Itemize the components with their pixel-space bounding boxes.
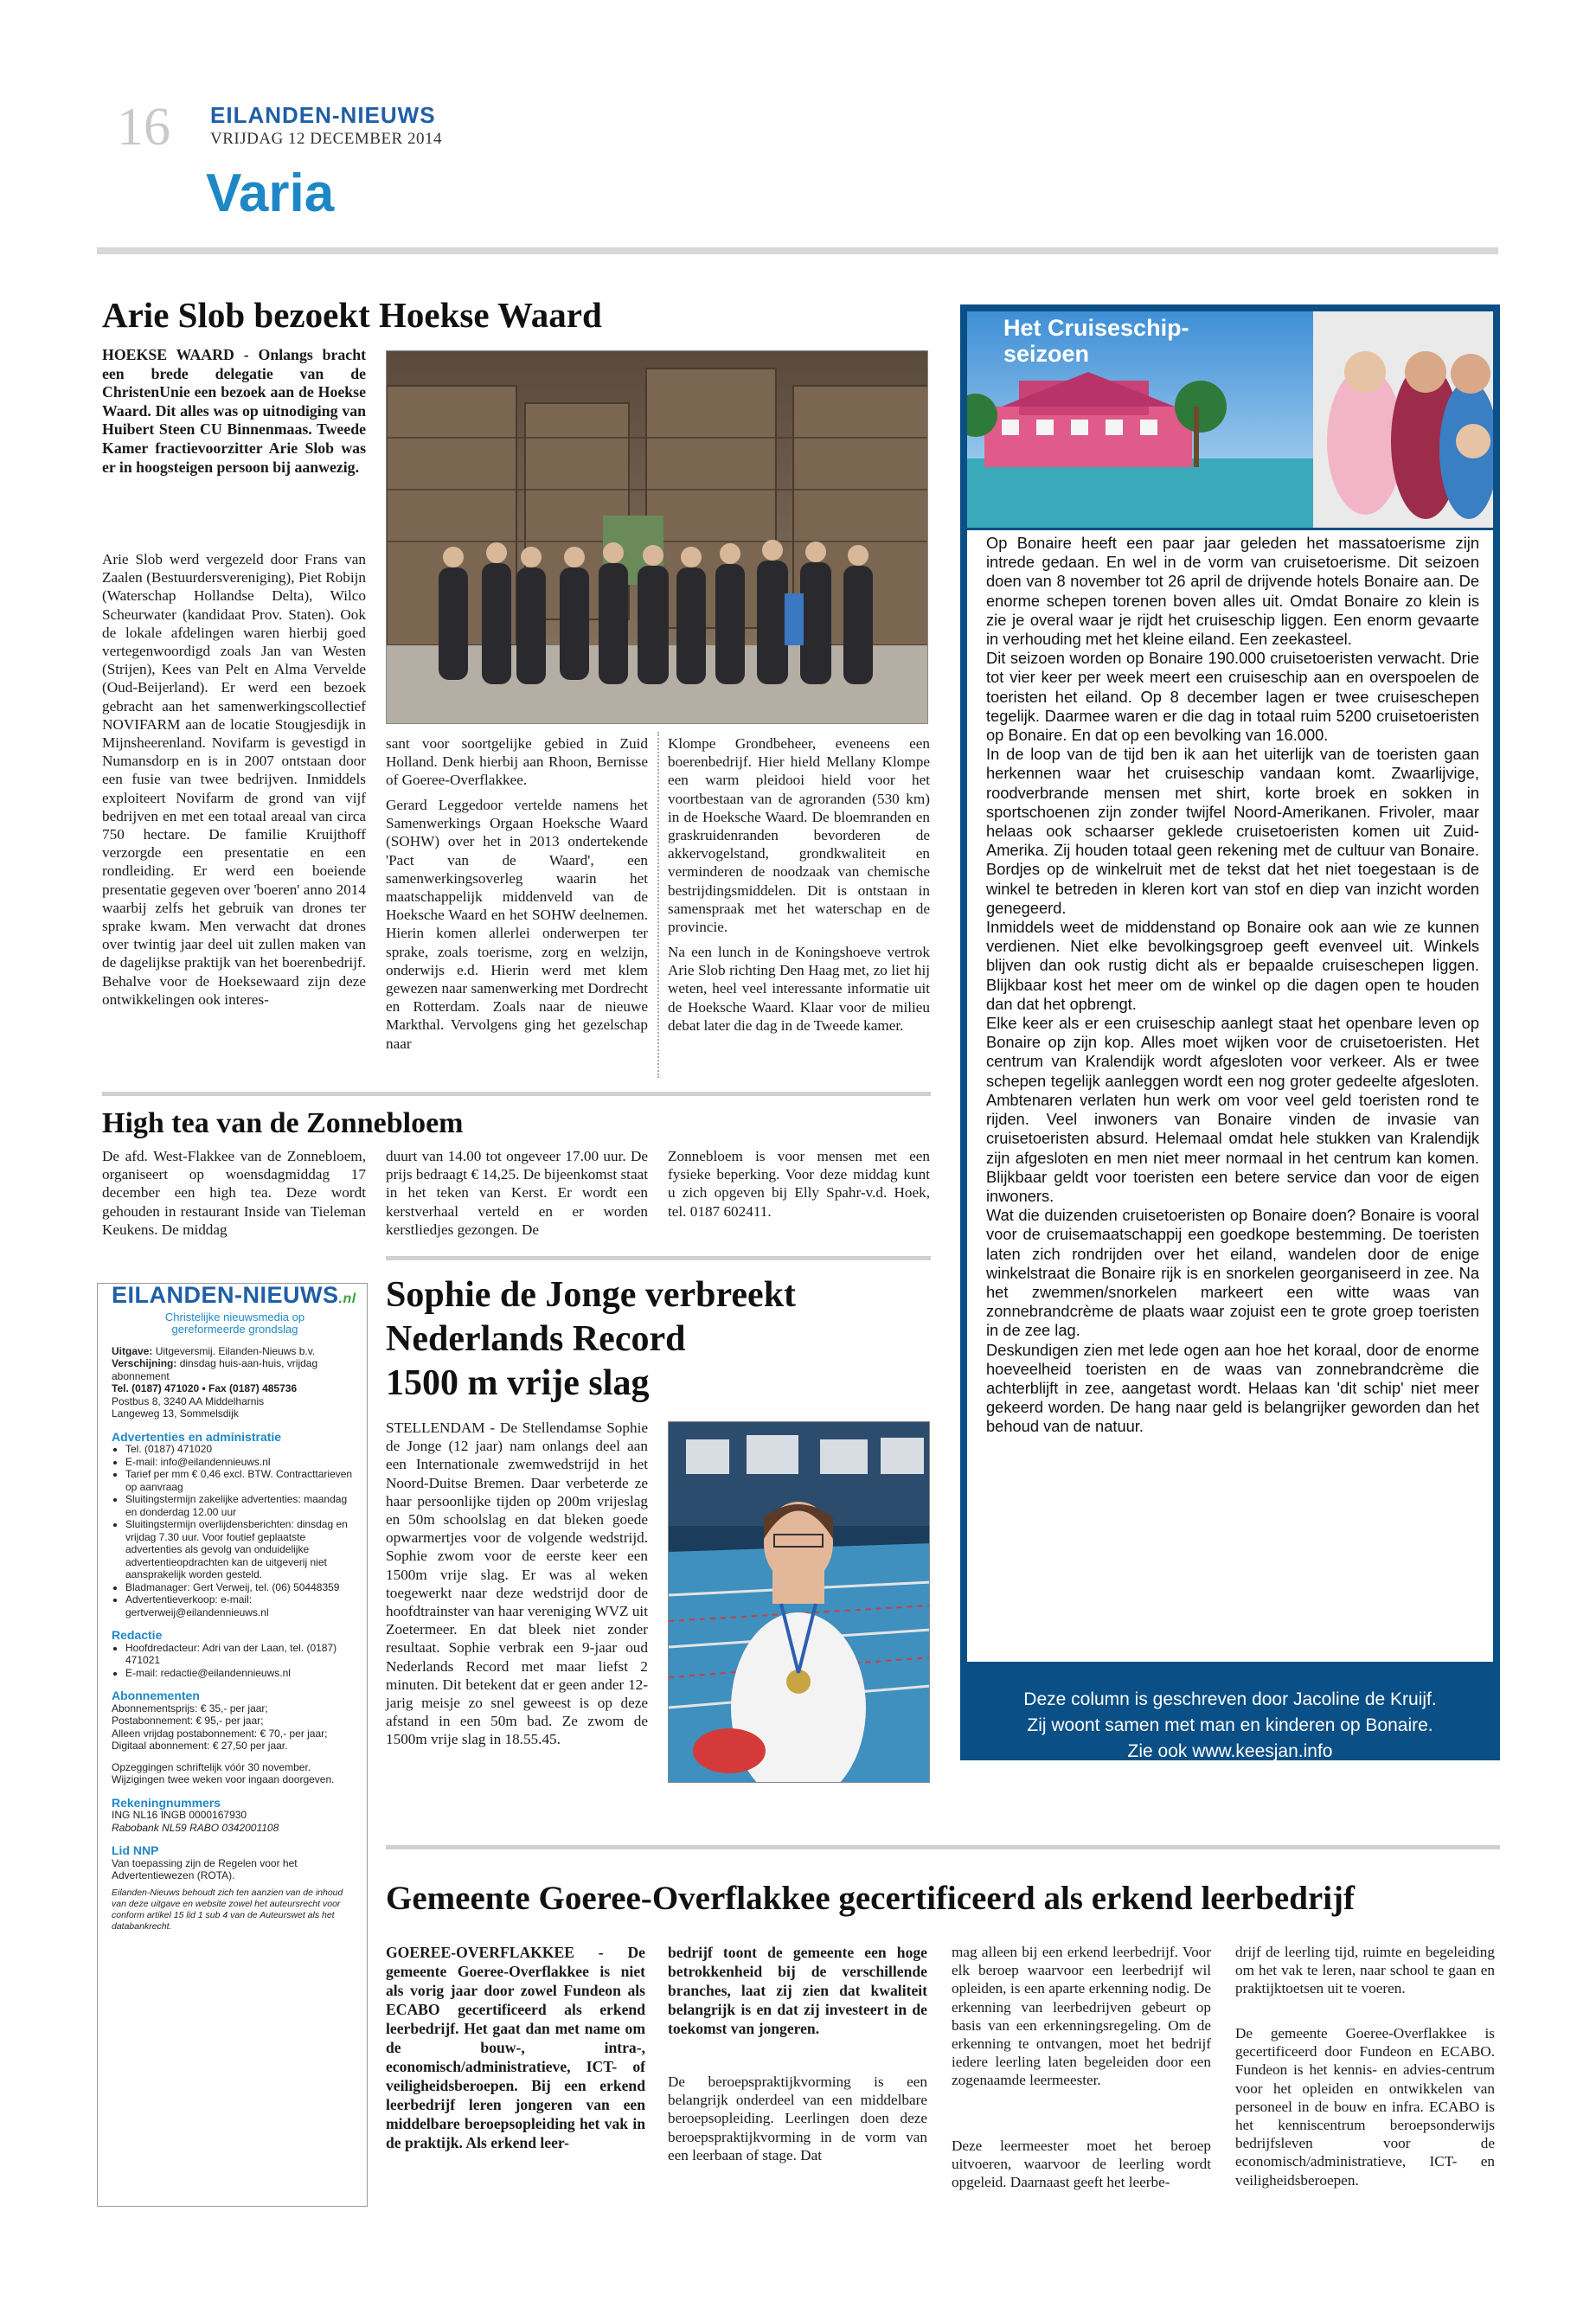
colophon-adv-item: • Tarief per mm € 0,46 excl. BTW. Contracttarieven op aanvraag [125, 1468, 358, 1493]
issue-date: VRIJDAG 12 DECEMBER 2014 [210, 130, 442, 148]
colophon-abo-note: Opzeggingen schriftelijk vóór 30 november. Wijzigingen twee weken voor ingaan doorgeven. [112, 1760, 335, 1785]
colophon-tel: Tel. (0187) 471020 • Fax (0187) 485736 [112, 1382, 298, 1394]
colophon-rek-line: ING NL16 INGB 0000167930 [112, 1809, 247, 1821]
article-title-sophie: Sophie de Jonge verbreekt Nederlands Record 1500 m vrije slag [386, 1275, 797, 1403]
colophon-nnp-heading: Lid NNP [112, 1843, 159, 1857]
article-lead-slob: HOEKSE WAARD - Onlangs bracht een brede delegatie van de ChristenUnie een bezoek aan de Hoekse Waard. Dit alles was op uitnodiging van Huibert Steen CU Binnenmaas. Tweede Kamer fractievoorzitter Arie Slob was er in hoogsteigen persoon bij aanwezig. [102, 346, 366, 476]
colophon-address2: Langeweg 13, Sommelsdijk [112, 1407, 239, 1420]
photo-delegation [386, 350, 928, 724]
colophon-adv-item: • Bladmanager: Gert Verweij, tel. (06) 50448359 [125, 1581, 358, 1594]
colophon-abo-line: Postabonnement: € 95,- per jaar; [112, 1715, 264, 1727]
header-divider [97, 247, 1498, 254]
masthead-logo: EILANDEN-NIEUWS [210, 102, 436, 128]
colophon-rek-heading: Rekeningnummers [112, 1795, 221, 1810]
article-body-hightea-col1: De afd. West-Flakkee van de Zonnebloem, organiseert op woensdagmiddag 17 december een high tea. Deze wordt gehouden in restaurant Inside van Tieleman Keukens. De middag [102, 1148, 366, 1238]
article-divider-3 [386, 1845, 1500, 1849]
cruise-paragraph: Dit seizoen worden op Bonaire 190.000 cruisetoeristen verwacht. Drie tot vier keer per week meert een cruiseschip aan en overspoelen de toeristen het eiland. Op 8 december lagen er twee cruiseschepen tegelijk. Daarmee waren er die dag in totaal ruim 5200 cruisetoeristen op Bonaire. En dat op een bevolking van 16.000. [986, 649, 1479, 745]
article-lead-goeree-col2: bedrijf toont de gemeente een hoge betrokkenheid bij de verschillende branches, laat zij zien dat kwaliteit belangrijk is en dat zij investeert in de toekomst van jongeren. [668, 1944, 927, 2037]
cruise-paragraph: Elke keer als er een cruiseschip aanlegt staat het openbare leven op Bonaire op zijn kop. Alles moet wijken voor de cruisetoeristen. Het centrum van Kralendijk wordt afgesloten voor verkeer. Als er twee schepen tegelijk aanleggen wordt een nog groter gedeelte afgesloten. Ambtenaren verlaten hun werk om voor veel geld toeristen rond te rijden. Veel inwoners van Bonaire vinden de invasie van cruisetoeristen absurd. Helemaal omdat hele stukken van Kralendijk zijn afgesloten en men niet meer normaal in het centrum kan komen. Blijkbaar geldt voor toeristen een betere service dan voor de eigen inwoners. [986, 1014, 1479, 1205]
colophon-adv-item[interactable]: • E-mail: info@eilandennieuws.nl [125, 1456, 358, 1469]
article-body-goeree-col3: mag alleen bij een erkend leerbedrijf. Voor elk beroep waarvoor een leerbedrijf wil opleiden, is een aparte erkenning nodig. De erkenning van leerbedrijven gebeurt op basis van een erkenningsregeling. Om de erkenning te ontvangen, moet het bedrijf iedere leerling laten begeleiden door een zogenaamde leermeester. [952, 1944, 1211, 2089]
colophon-adv-heading: Advertenties en administratie [112, 1429, 282, 1444]
colophon-redactie-item: • Hoofdredacteur: Adri van der Laan, tel. (0187) 471021 [125, 1642, 358, 1667]
photo-sophie [668, 1421, 930, 1783]
article-body-slob-col3b: Na een lunch in de Koningshoeve vertrok Arie Slob richting Den Haag met, zo liet hij weten, heel veel interessante informatie uit de Hoeksche Waard. Klaar voor de milieu debat later die dag in de Tweede kamer. [668, 944, 930, 1034]
article-title-hightea: High tea van de Zonnebloem [102, 1107, 464, 1139]
colophon-adv-item: • Tel. (0187) 471020 [125, 1443, 358, 1456]
article-body-sophie: STELLENDAM - De Stellendamse Sophie de Jonge (12 jaar) nam onlangs deel aan een Internationale zwemwedstrijd in het Noord-Duitse Bremen. Daar verbeterde ze haar persoonlijke tijden op 200m vrijeslag en 50m schoolslag en dat bleken goede opwarmertjes voor de volgende wedstrijd. Sophie zwom voor de eerste keer een 1500m vrije slag. Er was al weken toegewerkt naar deze wedstrijd door de hoofdtrainster van haar vereniging WVZ uit Zoetermeer. En dat bleek niet zonder resultaat. Sophie verbrak een 9-jaar oud Nederlands Record met maar liefst 2 minuten. Dit betekent dat er geen ander 12-jarig meisje zo snel geweest is op deze afstand in een 50m bad. Ze zwom de 1500m vrije slag in 18.55.45. [386, 1420, 648, 1748]
article-body-goeree-col3b: Deze leermeester moet het beroep uitvoeren, waarvoor de leerling wordt opgeleid. Daarnaast geeft het leerbe- [952, 2138, 1211, 2191]
colophon-uitgave: Uitgave: Uitgeversmij. Eilanden-Nieuws b.v. [112, 1344, 316, 1357]
colophon-abo-heading: Abonnementen [112, 1689, 200, 1702]
colophon-adv-item: • Sluitingstermijn overlijdensberichten: dinsdag en vrijdag 7.30 uur. Voor foutief geplaatste advertenties als gevolg van onduidelijke advertentieopdrachten kan de uitgeverij niet aansprakelijk worden gesteld. [125, 1518, 358, 1581]
colophon-subtitle: Christelijke nieuwsmedia op gereformeerde grondslag [164, 1310, 305, 1336]
colophon-adv-item: • Sluitingstermijn zakelijke advertenties: maandag en donderdag 12.00 uur [125, 1493, 358, 1518]
colophon-redactie-list [125, 1642, 358, 1680]
article-divider [102, 1092, 931, 1096]
colophon-abo-line: Alleen vrijdag postabonnement: € 70,- per jaar; [112, 1727, 328, 1740]
cruise-paragraph: Deskundigen zien met lede ogen aan hoe het koraal, door de enorme hoeveelheid toeristen en de waas van zonnebrandcrème die achterblijft in zee, aangetast wordt. Helaas kan 'dit schip' niet meer gekeerd worden. De hang naar geld is belangrijker geworden dan het behoud van de natuur. [986, 1340, 1479, 1436]
article-title-slob: Arie Slob bezoekt Hoekse Waard [102, 295, 602, 335]
column-divider [657, 732, 659, 1078]
article-body-slob-col3: Klompe Grondbeheer, eveneens een boerenbedrijf. Hier hield Mellany Klompe een warm pleidooi hield voor het voortbestaan van de agroranden (530 km) in de Hoeksche Waard. De bloemranden en graskruidenranden bevorderen de akkervogelstand, grondkwaliteit en verminderen de noodzaak van chemische bestrijdingsmiddelen. Dit is ontstaan in samenspraak met het waterschap en de provincie. [668, 735, 930, 936]
colophon-rek-line: Rabobank NL59 RABO 0342001108 [112, 1821, 279, 1834]
colophon-redactie-heading: Redactie [112, 1628, 163, 1642]
colophon-abo-line: Digitaal abonnement: € 27,50 per jaar. [112, 1740, 288, 1752]
colophon-address1: Postbus 8, 3240 AA Middelharnis [112, 1394, 265, 1407]
colophon-box [97, 1283, 368, 2207]
colophon-logo: EILANDEN-NIEUWS.nl [112, 1282, 356, 1308]
article-body-goeree-col4b: De gemeente Goeree-Overflakkee is gecertificeerd door Fundeon en ECABO. Fundeon is het kennis- en advies-centrum voor het opleiden en ontwikkelen van personeel in de bouw en infra. ECABO is het kenniscentrum beroepsonderwijs bedrijfsleven voor de economisch/administratieve, ICT- en veiligheidsberoepen. [1235, 2025, 1495, 2189]
cruise-paragraph: In de loop van de tijd ben ik aan het uiterlijk van de toeristen gaan herkennen waar het cruiseschip vandaan komt. Zwaarlijvige, roodverbrande mensen met shirt, korte broek en sokken in sportschoenen zijn zonder twijfel Noord-Amerikanen. Frivoler, maar helaas ook schaarser geklede cruisetoeristen komen uit Zuid-Amerika. Zij houden totaal geen rekening met de cultuur van Bonaire. Bordjes op de winkelruit met de tekst dat het niet toegestaan is de winkel te betreden in kleren kort van stof en diep van inzicht worden genegeerd. [986, 745, 1479, 917]
article-lead-goeree: GOEREE-OVERFLAKKEE - De gemeente Goeree-Overflakkee is niet als vorig jaar door zowel Fundeon als ECABO gecertificeerd als erkend leerbedrijf. Het gaat dan met name om de bouw-, intra-, economisch/administratieve, ICT- of veiligheidsberoepen. Bij een erkend leerbedrijf leren jongeren van een middelbare beroepsopleiding het vak in de praktijk. Als erkend leer- [386, 1944, 645, 2151]
page-number: 16 [117, 98, 170, 157]
colophon-adv-list [125, 1443, 358, 1618]
cruise-author-line: Zij woont samen met man en kinderen op Bonaire. [1027, 1715, 1433, 1735]
article-body-slob-col1: Arie Slob werd vergezeld door Frans van Zaalen (Bestuurdersvereniging), Piet Robijn (Waterschap Hollandse Delta), Wilco Scheurwater (kandidaat Prov. Staten). Ook de lokale afdelingen waren hierbij goed vertegenwoordigd zoals Jan van Westen (Strijen), Kees van Pelt en Alma Vervelde (Oud-Beijerland). Er werd een bezoek gebracht aan het samenwerkingscollectief NOVIFARM aan de locatie Stougjesdijk in Mijnsheerenland. Novifarm is gevestigd in Numansdorp en is in 2007 ontstaan door een fusie van twee bedrijven. Inmiddels exploiteert Novifarm de grond van vijf bedrijven en met een totaal areaal van circa 750 hectare. De familie Kruijthoff verzorgde een presentatie en een rondleiding. Er werd een boeiende presentatie gegeven over 'boeren' anno 2014 waarbij zelfs het gebruik van drones ter sprake kwam. Men verwacht dat drones over twintig jaar deel uit zullen maken van de dagelijkse praktijk van het boerenbedrijf. Behalve voor de Hoeksewaard zijn deze ontwikkelingen ook interes- [102, 551, 366, 1008]
article-body-slob-col2: sant voor soortgelijke gebied in Zuid Holland. Denk hierbij aan Rhoon, Bernisse of Goeree-Overflakkee. [386, 735, 648, 789]
section-title: Varia [206, 163, 335, 223]
photo-delegation-image [387, 351, 928, 724]
cruise-paragraph: Inmiddels weet de middenstand op Bonaire ook aan wie ze kunnen verdienen. Niet elke bevolkingsgroep geeft evenveel uit. Winkels blijven dan ook rustig dicht als er bepaalde cruiseschepen liggen. Blijkbaar kost het meer om de winkel op die dagen open te houden dan dat het opbrengt. [986, 918, 1479, 1013]
colophon-redactie-item[interactable]: • E-mail: redactie@eilandennieuws.nl [125, 1667, 358, 1680]
article-title-goeree: Gemeente Goeree-Overflakkee gecertificeerd als erkend leerbedrijf [386, 1880, 1356, 1917]
cruise-paragraph: Wat die duizenden cruisetoeristen op Bonaire doen? Bonaire is vooral voor de cruisemaatschappij een goedkope bestemming. De toeristen laten zich rondrijden over het eiland, wandelen door de enige winkelstraat die Bonaire rijk is en snorkelen georganiseerd in zee. Na het zwemmen/snorkelen markeert een witte waas van zonnebrandcrème de plaats waar zojuist een te grote groep toeristen in de zee lag. [986, 1206, 1479, 1340]
article-divider-2 [386, 1256, 931, 1260]
photo-sophie-image [669, 1422, 930, 1783]
article-body-goeree-col4: drijf de leerling tijd, ruimte en begeleiding om het vak te leren, naar school te gaan en praktijktoetsen uit te voeren. [1235, 1944, 1495, 1997]
cruise-website-link[interactable]: Zie ook www.keesjan.info [1127, 1741, 1333, 1761]
colophon-copyright: Eilanden-Nieuws behoudt zich ten aanzien van de inhoud van deze uitgave en website zowel het auteursrecht voor conform artikel 15 lid 1 sub 4 van de Auteurswet als het databankrecht. [112, 1887, 343, 1932]
cruise-author-line: Deze column is geschreven door Jacoline de Kruijf. [1023, 1689, 1437, 1709]
cruise-column-title: Het Cruiseschip- seizoen [1003, 315, 1189, 367]
article-body-goeree-col2b: De beroepspraktijkvorming is een belangrijk onderdeel van een middelbare beroepsopleiding. Leerlingen doen deze beroepspraktijkvorming in de vorm van een leerbaan of stage. Dat [668, 2073, 927, 2163]
cruise-paragraph: Op Bonaire heeft een paar jaar geleden het massatoerisme zijn intrede gedaan. En wel in de vorm van cruisetoerisme. Dit seizoen doen van 8 november tot 26 april de drijvende hotels Bonaire aan. De enorme schepen torenen boven alles uit. Omdat Bonaire zo klein is zie je overal waar je rijdt het cruiseschip liggen. Een enorm gevaarte in verhouding met het kleine eiland. Een zeekasteel. [986, 534, 1479, 649]
colophon-verschijning: Verschijning: dinsdag huis-aan-huis, vrijdag abonnement [112, 1357, 318, 1382]
colophon-adv-item[interactable]: • Advertentieverkoop: e-mail: gertverweij@eilandennieuws.nl [125, 1593, 358, 1618]
article-body-slob-col2b: Gerard Leggedoor vertelde namens het Samenwerkings Orgaan Hoeksche Waard (SOHW) over het in 2013 ondertekende 'Pact van de Waard', een samenwerkingsoverleg waarin het maatschappelijk middenveld van de Hoeksche Waard en het SOHW deelnemen. Hierin komen allerlei onderwerpen ter sprake, zoals toerisme, zorg en welzijn, onderwijs e.d. Hierin werd met klem gewezen naar samenwerking met Dordrecht en Rotterdam. Zoals naar de nieuwe Markthal. Vervolgens ging het gezelschap naar [386, 797, 648, 1052]
cruise-column-footer [967, 1687, 1493, 1765]
article-body-hightea-col3: Zonnebloem is voor mensen met een fysieke beperking. Voor deze middag kunt u zich opgeven bij Elly Spahr-v.d. Hoek, tel. 0187 602411. [668, 1148, 930, 1220]
colophon-abo-line: Abonnementsprijs: € 35,- per jaar; [112, 1702, 268, 1715]
article-body-hightea-col2: duurt van 14.00 tot ongeveer 17.00 uur. De prijs bedraagt € 14,25. De bijeenkomst staat in het teken van Kerst. Er wordt een kerstverhaal verteld en er worden kerstliedjes gezongen. De [386, 1148, 648, 1238]
cruise-column-body [986, 534, 1479, 1437]
colophon-nnp-text: Van toepassing zijn de Regelen voor het Advertentiewezen (ROTA). [112, 1856, 298, 1881]
